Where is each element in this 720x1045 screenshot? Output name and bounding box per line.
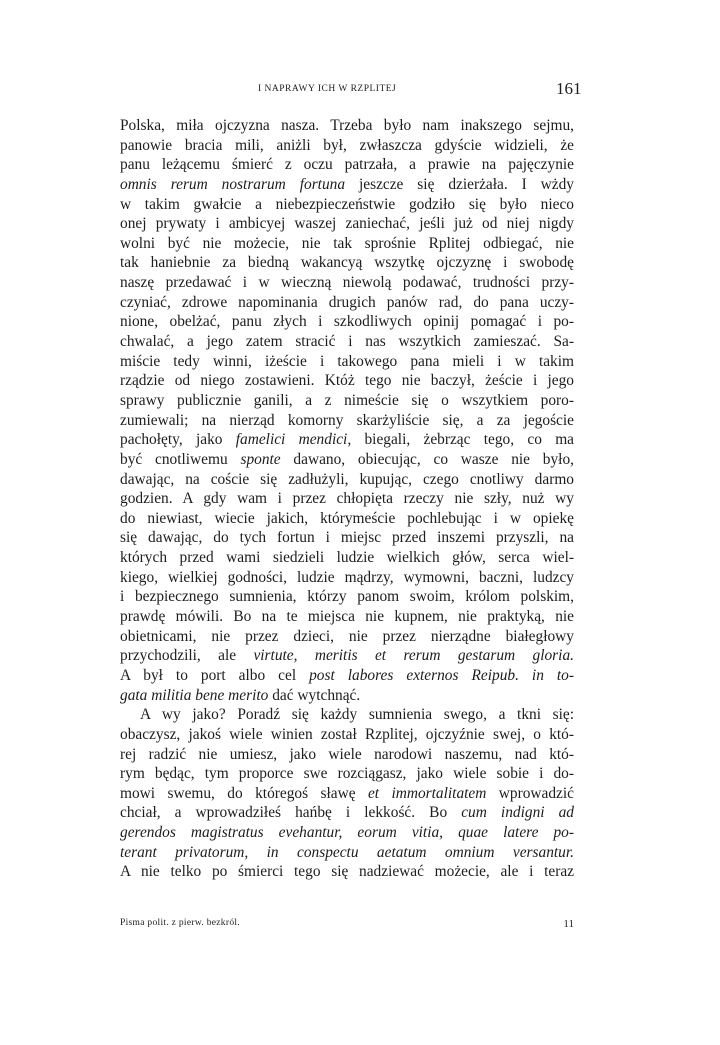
text-segment: dać wytchnąć. <box>268 686 361 704</box>
text-line <box>120 293 574 313</box>
text-line <box>120 116 574 136</box>
text-segment: przychodzili, ale <box>120 647 254 665</box>
text-segment: miście tedy winni, iżeście i takowego pana mieli i w takim <box>120 352 574 370</box>
text-line <box>120 489 574 509</box>
italic-latin-phrase: famelici mendici, <box>235 431 352 449</box>
text-line <box>120 725 574 745</box>
italic-latin-phrase: terant privatorum, in conspectu aetatum omnium versantur. <box>120 843 574 861</box>
italic-latin-phrase: omnis rerum nostrarum fortuna <box>120 175 346 193</box>
text-line <box>120 332 574 352</box>
text-line <box>120 273 574 293</box>
text-line <box>120 391 574 411</box>
running-head <box>0 79 720 104</box>
text-segment: godzien. A gdy wam i przez chłopięta rzeczy nie szły, nuż wy <box>120 490 574 508</box>
italic-latin-phrase: et immortalitatem <box>367 784 487 802</box>
text-line <box>120 666 574 686</box>
text-segment: kiego, wielkiej godności, ludzie mądrzy, wymowni, baczni, ludzcy <box>120 568 574 586</box>
text-segment: Polska, miła ojczyzna nasza. Trzeba było nam inakszego sejmu, <box>120 117 574 134</box>
text-segment: panowie bracia mili, aniżli był, zwłaszcza gdyście widzieli, że <box>120 136 574 154</box>
text-segment: pachołęty, jako <box>120 431 236 449</box>
text-segment: mowi swemu, do któregoś sławę <box>120 784 368 802</box>
text-line <box>120 686 574 706</box>
italic-latin-phrase: gerendos magistratus evehantur, eorum vitia, quae latere po- <box>120 824 574 842</box>
italic-latin-phrase: post labores externos Reipub. in to- <box>309 666 574 684</box>
text-segment: dawając, na coście się zadłużyli, kupując, czego cnotliwy darmo <box>120 470 574 488</box>
text-line <box>120 450 574 470</box>
italic-latin-phrase: gata militia bene merito <box>120 686 269 704</box>
text-segment: panu leżącemu śmierć z oczu patrzała, a prawie na pajęczynie <box>120 156 574 174</box>
text-segment: czyniać, zdrowe napominania drugich panów rad, do pana uczy- <box>120 293 574 311</box>
text-segment: obietnicami, nie przez dzieci, nie przez nierządne białegłowy <box>120 627 574 645</box>
text-line <box>120 587 574 607</box>
text-segment: biegali, żebrząc tego, co ma <box>351 431 574 449</box>
text-segment: onej prywaty i ambicyej waszej zaniechać, jeśli już od niej nigdy <box>120 215 574 233</box>
text-line <box>120 253 574 273</box>
text-segment: naszę przedawać i w wieczną niewolą podawać, trudności przy- <box>120 274 574 292</box>
text-segment: nione, obelżać, panu złych i szkodliwych opinij pomagać i po- <box>120 313 574 331</box>
text-line <box>120 175 574 195</box>
text-line <box>120 764 574 784</box>
text-segment: tak haniebnie za biedną wakancyą wszytkę ojczyznę i swobodę <box>120 254 574 272</box>
text-segment: A był to port albo cel <box>120 666 310 684</box>
italic-latin-phrase: sponte <box>240 450 281 468</box>
text-line <box>120 568 574 588</box>
text-segment: jeszcze się dzierżała. I wżdy <box>345 175 575 193</box>
text-line <box>120 528 574 548</box>
text-line <box>120 548 574 568</box>
text-segment: A wy jako? Poradź się każdy sumnienia swego, a tkni się: <box>140 706 574 724</box>
text-line <box>120 509 574 529</box>
text-line <box>120 823 574 843</box>
text-segment: chwalać, a jego zatem stracić i nas wszytkich zamieszać. Sa- <box>120 333 574 351</box>
body-text <box>120 116 574 882</box>
text-line <box>120 803 574 823</box>
text-segment: prawdę mówili. Bo na te miejsca nie kupnem, nie praktyką, nie <box>120 608 574 626</box>
text-line <box>120 843 574 863</box>
italic-latin-phrase: cum indigni ad <box>461 804 574 822</box>
text-line <box>120 234 574 254</box>
italic-latin-phrase: virtute, meritis et rerum gestarum gloria. <box>253 647 574 665</box>
text-segment: być cnotliwemu <box>120 450 241 468</box>
text-segment: sprawy publicznie ganili, a z nimeście się o wszytkiem poro- <box>120 391 574 409</box>
text-segment: rym będąc, tym proporce swe rozciągasz, jako wiele sobie i do- <box>120 765 574 783</box>
text-line <box>120 155 574 175</box>
text-line <box>120 607 574 627</box>
sheet-number: 11 <box>563 918 574 930</box>
text-line <box>120 411 574 431</box>
text-line <box>120 352 574 372</box>
text-line <box>120 312 574 332</box>
text-segment: chciał, a wprowadziłeś hańbę i lekkość. Bo <box>120 804 462 822</box>
text-line <box>120 371 574 391</box>
text-line <box>120 784 574 804</box>
text-segment: rządzie od niego zostawieni. Któż tego nie baczył, żeście i jego <box>120 372 574 390</box>
running-title: I NAPRAWY ICH W RZPLITEJ <box>258 84 397 94</box>
text-line <box>120 470 574 490</box>
text-line <box>120 745 574 765</box>
text-line <box>120 862 574 882</box>
text-line <box>120 627 574 647</box>
text-segment: obaczysz, jakoś wiele winien został Rzplitej, ojczyźnie swej, o któ- <box>120 725 574 743</box>
text-segment: wolni być nie możecie, nie tak sprośnie Rplitej odbiegać, nie <box>120 234 574 252</box>
text-line <box>120 195 574 215</box>
text-segment: się dawając, do tych fortun i miejsc przed inszemi przyszli, na <box>120 529 574 547</box>
text-segment: w takim gwałcie a niebezpieczeństwie godziło się było nieco <box>120 195 574 213</box>
text-segment: A nie telko po śmierci tego się nadziewać możecie, ale i teraz <box>120 863 574 881</box>
text-line <box>120 430 574 450</box>
text-segment: i bezpiecznego sumnienia, którzy panom swoim, królom polskim, <box>120 588 574 606</box>
text-segment: których przed wami siedzieli ludzie wielkich głów, serca wiel- <box>120 549 574 567</box>
text-segment: wprowadzić <box>486 784 574 802</box>
text-line <box>120 136 574 156</box>
text-line <box>120 646 574 666</box>
page-number: 161 <box>556 79 582 98</box>
text-segment: zumiewali; na nierząd komorny skarżyliście się, a za jegoście <box>120 411 574 429</box>
text-segment: do niewiast, wiecie jakich, którymeście pochlebując i w opiekę <box>120 509 574 527</box>
printer-signature: Pisma polit. z pierw. bezkról. <box>120 918 240 928</box>
text-segment: rej radzić nie umiesz, jako wiele narodowi naszemu, nad któ- <box>120 745 574 763</box>
text-line <box>120 214 574 234</box>
text-line <box>120 705 574 725</box>
text-segment: dawano, obiecując, co wasze nie było, <box>280 450 574 468</box>
page-footer <box>120 918 574 934</box>
